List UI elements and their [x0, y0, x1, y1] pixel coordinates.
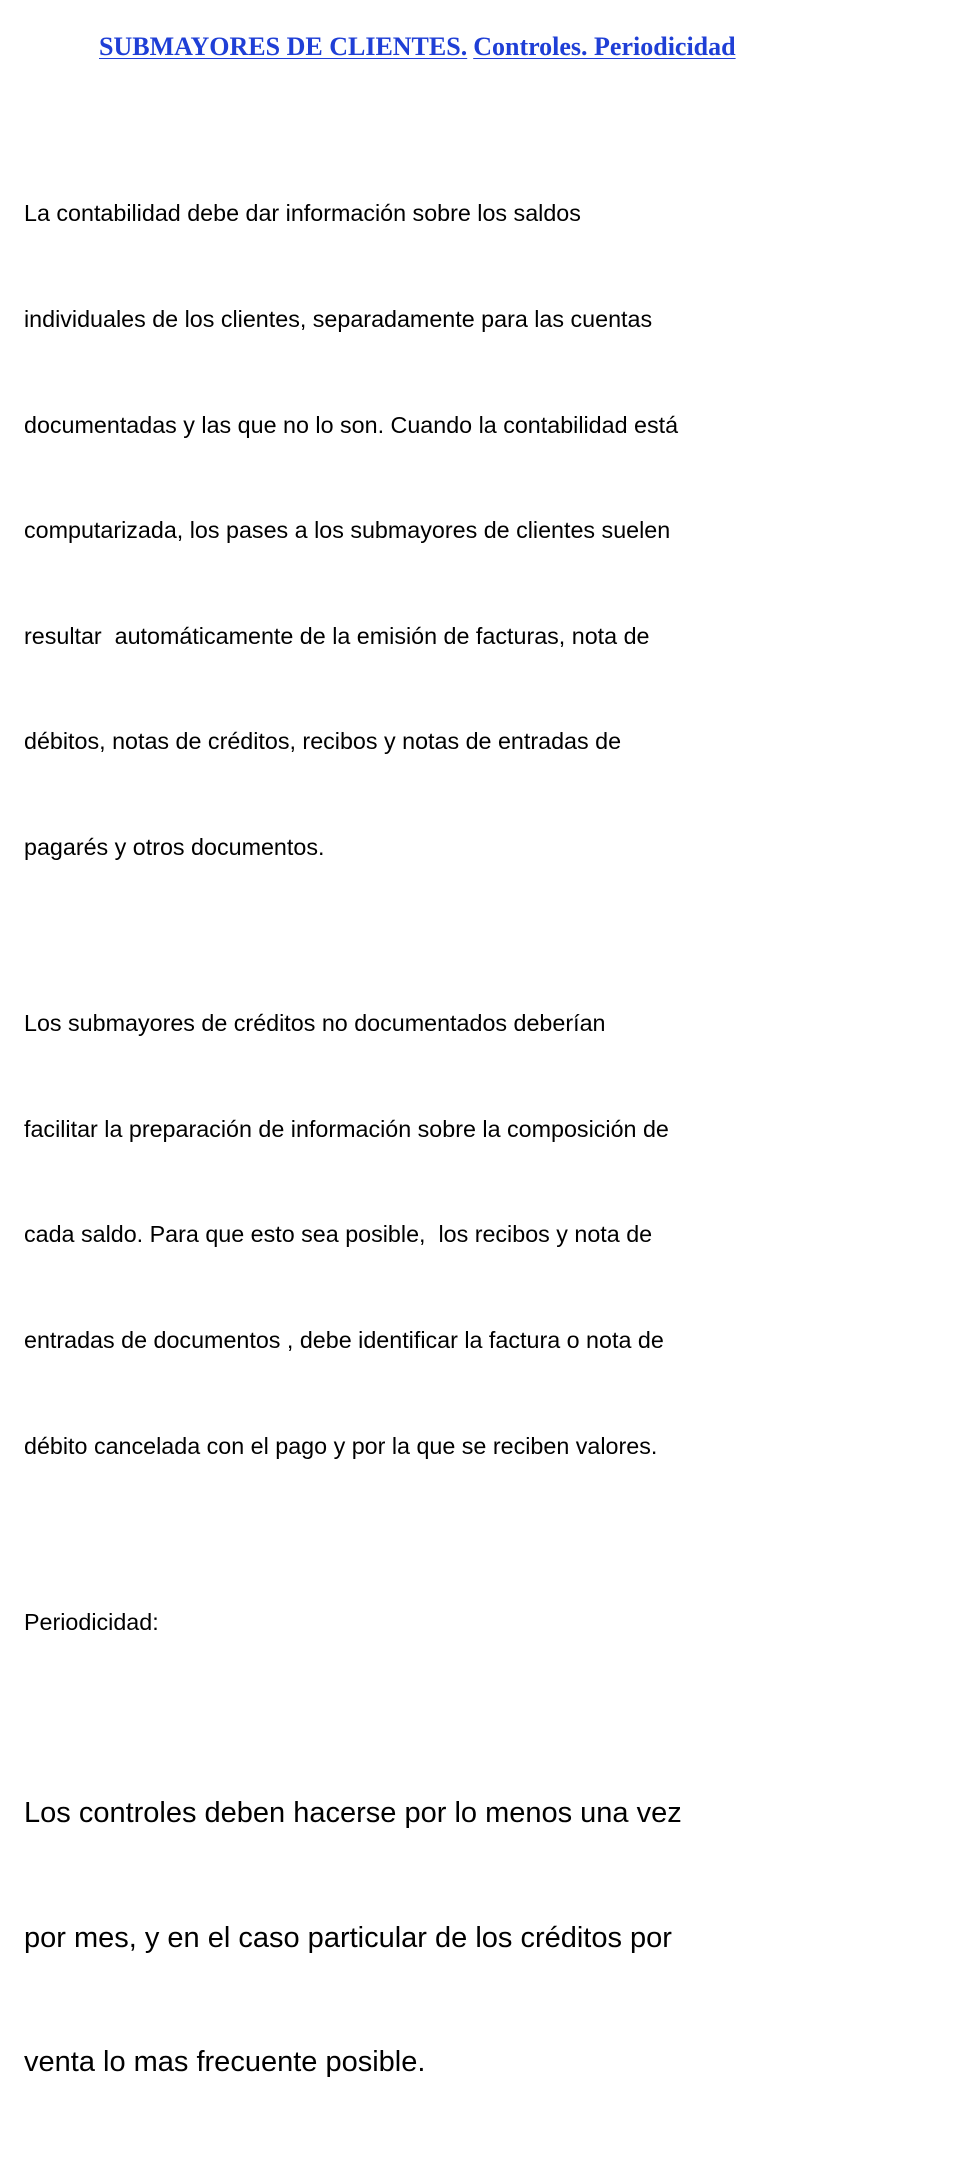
text-line: débito cancelada con el pago y por la que se reciben valores.: [24, 1432, 658, 1459]
text-line: facilitar la preparación de información sobre la composición de: [24, 1115, 669, 1142]
paragraph-controles: [24, 1710, 949, 2167]
text-line: por mes, y en el caso particular de los créditos por: [24, 1921, 672, 1954]
text-line: cada saldo. Para que esto sea posible, los recibos y nota de: [24, 1221, 653, 1248]
paragraph-submayores: [24, 936, 949, 1534]
text-line: La contabilidad debe dar información sobre los saldos: [24, 200, 581, 227]
text-line: Los submayores de créditos no documentados deberían: [24, 1010, 606, 1037]
paragraph-contabilidad: [24, 126, 949, 936]
text-line: entradas de documentos , debe identificar la factura o nota de: [24, 1326, 664, 1353]
title-part-1: SUBMAYORES DE CLIENTES.: [99, 32, 468, 61]
text-line: resultar automáticamente de la emisión de facturas, nota de: [24, 622, 650, 649]
text-line: Los controles deben hacerse por lo menos una vez: [24, 1797, 682, 1830]
page-title: [99, 30, 736, 64]
text-line: débitos, notas de créditos, recibos y notas de entradas de: [24, 728, 622, 755]
text-line: venta lo mas frecuente posible.: [24, 2046, 426, 2079]
text-line: individuales de los clientes, separadamente para las cuentas: [24, 306, 653, 333]
title-part-2: Controles. Periodicidad: [473, 32, 736, 61]
section-heading-periodicidad: [24, 1534, 949, 1710]
body-text: [24, 126, 949, 2167]
text-line: Periodicidad:: [24, 1608, 159, 1635]
text-line: pagarés y otros documentos.: [24, 834, 325, 861]
text-line: documentadas y las que no lo son. Cuando la contabilidad está: [24, 411, 679, 438]
text-line: computarizada, los pases a los submayores de clientes suelen: [24, 517, 671, 544]
